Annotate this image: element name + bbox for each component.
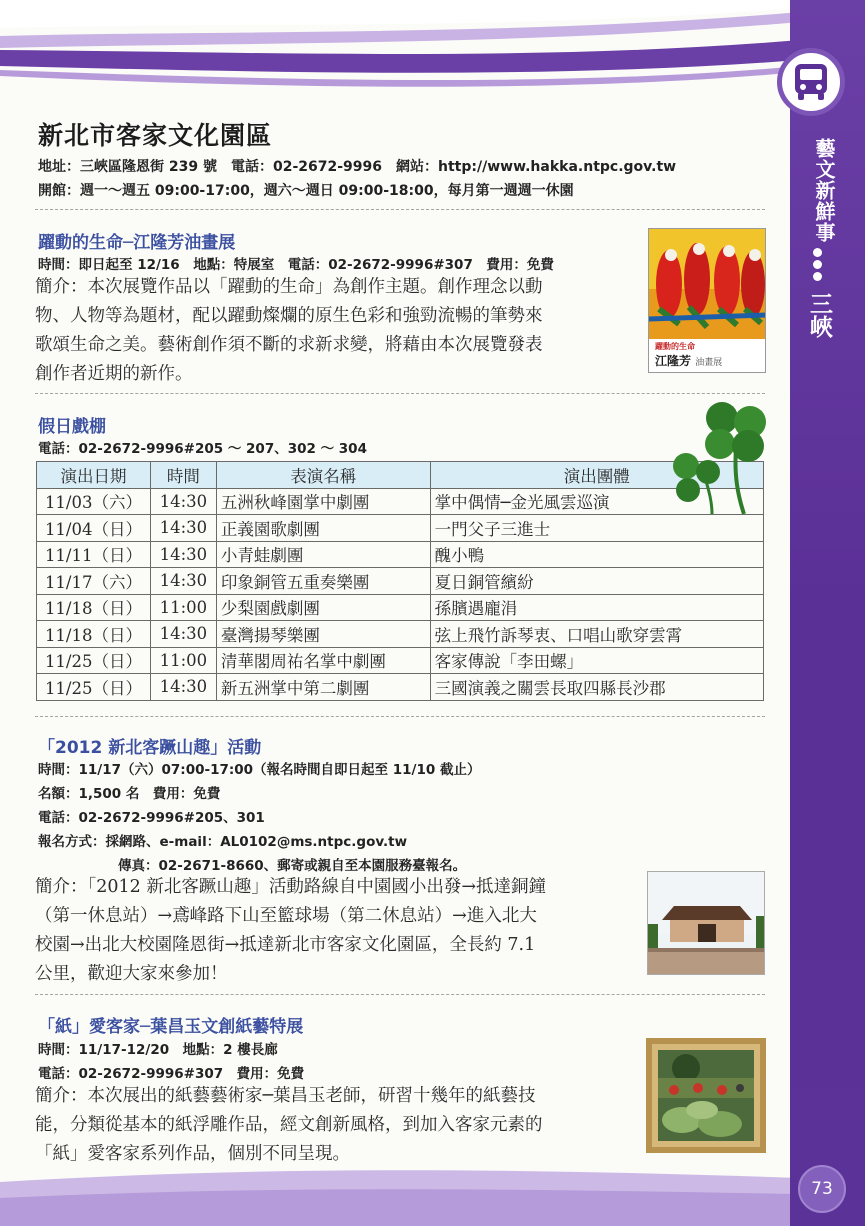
cell-group: 三國演義之關雲長取四縣長沙郡 — [430, 674, 763, 701]
poster-subtitle: 油畫展 — [695, 358, 723, 368]
description-line: 創作者近期的新作。 — [35, 364, 193, 384]
column-header-time: 時間 — [150, 462, 216, 489]
poster-artist-name: 江隆芳 — [655, 354, 692, 368]
hiking-signup: 報名方式：採網路、e-mail：AL0102@ms.ntpc.gov.tw — [38, 834, 408, 850]
description-line: 「紙」愛客家系列作品，個別不同呈現。 — [35, 1144, 350, 1164]
paper-exhibit-description — [35, 1082, 638, 1169]
cell-group: 一門父子三進士 — [430, 515, 763, 542]
cell-time: 11:00 — [150, 647, 216, 674]
table-row — [37, 621, 764, 648]
cell-date: 11/25（日） — [37, 647, 151, 674]
opening-hours-line: 開館：週一～週五 09:00-17:00，週六～週日 09:00-18:00，每月第一週週一休園 — [38, 183, 574, 199]
description-line: 簡介：「2012 新北客蹶山趣」活動路線自中園國小出發→抵達銅鐘 — [35, 877, 547, 897]
clover-icon — [664, 396, 772, 518]
hiking-fax: 傳真：02-2671-8660、郵寄或親自至本園服務臺報名。 — [118, 858, 467, 874]
hiking-title: 「2012 新北客蹶山趣」活動 — [38, 738, 262, 758]
cell-name: 少梨園戲劇團 — [216, 594, 430, 621]
column-header-program: 表演名稱 — [216, 462, 430, 489]
table-row — [37, 594, 764, 621]
paper-exhibit-meta2: 電話：02-2672-9996#307 費用：免費 — [38, 1066, 305, 1082]
bus-icon — [792, 62, 830, 102]
gate-image — [648, 872, 765, 975]
paper-exhibit-title: 「紙」愛客家─葉昌玉文創紙藝特展 — [38, 1017, 304, 1037]
cell-date: 11/11（日） — [37, 541, 151, 568]
sidebar-dots — [804, 246, 830, 286]
cell-date: 11/04（日） — [37, 515, 151, 542]
description-line: 能，分類從基本的紙浮雕作品，經文創新風格，到加入客家元素的 — [35, 1115, 543, 1135]
page-number: 73 — [798, 1165, 846, 1213]
hiking-description — [35, 873, 638, 989]
column-header-date: 演出日期 — [37, 462, 151, 489]
cell-date: 11/17（六） — [37, 568, 151, 595]
table-row — [37, 568, 764, 595]
cell-time: 14:30 — [150, 515, 216, 542]
description-line: 簡介：本次展出的紙藝藝術家─葉昌玉老師，研習十幾年的紙藝技 — [35, 1086, 536, 1106]
description-line: 物、人物等為題材，配以躍動燦爛的原生色彩和強勁流暢的筆勢來 — [35, 306, 543, 326]
shows-phone: 電話：02-2672-9996#205 ～ 207、302 ～ 304 — [38, 441, 367, 457]
cell-time: 14:30 — [150, 621, 216, 648]
cell-name: 印象銅管五重奏樂團 — [216, 568, 430, 595]
bottom-swoosh-decoration — [0, 1164, 800, 1226]
description-line: 歌頌生命之美。藝術創作須不斷的求新求變，將藉由本次展覽發表 — [35, 335, 543, 355]
performance-table — [36, 461, 764, 701]
cell-name: 清華閣周祐名掌中劇團 — [216, 647, 430, 674]
hiking-time: 時間：11/17（六）07:00-17:00（報名時間自即日起至 11/10 截止） — [38, 762, 481, 778]
description-line: 校園→出北大校園隆恩街→抵達新北市客家文化園區，全長約 7.1 — [35, 935, 536, 955]
poster-artist — [655, 352, 722, 369]
framed-paper-art-image — [646, 1038, 766, 1153]
divider — [35, 209, 765, 210]
description-line: 公里，歡迎大家來參加！ — [35, 964, 228, 984]
exhibit-description — [35, 273, 640, 389]
cell-group: 夏日銅管繽紛 — [430, 568, 763, 595]
cell-name: 小青蛙劇團 — [216, 541, 430, 568]
exhibition-poster — [648, 228, 766, 373]
divider — [35, 393, 765, 394]
address-line: 地址：三峽區隆恩街 239 號 電話：02-2672-9996 網站：http://www.hakka.ntpc.gov.tw — [38, 159, 677, 175]
cell-date: 11/25（日） — [37, 674, 151, 701]
hiking-quota: 名額：1,500 名 費用：免費 — [38, 786, 221, 802]
cell-date: 11/03（六） — [37, 488, 151, 515]
cell-group: 掌中偶情─金光風雲巡演 — [430, 488, 763, 515]
table-row — [37, 647, 764, 674]
clover-decoration — [664, 396, 772, 518]
exhibit-title: 躍動的生命─江隆芳油畫展 — [38, 233, 236, 253]
page-title: 新北市客家文化園區 — [38, 121, 273, 150]
cell-time: 14:30 — [150, 488, 216, 515]
bus-badge — [777, 48, 845, 116]
cell-name: 臺灣揚琴樂團 — [216, 621, 430, 648]
description-line: （第一休息站）→鳶峰路下山至籃球場（第二休息站）→進入北大 — [35, 906, 537, 926]
cell-time: 14:30 — [150, 541, 216, 568]
cell-name: 新五洲掌中第二劇團 — [216, 674, 430, 701]
paper-art-photo — [646, 1038, 766, 1153]
hiking-phone: 電話：02-2672-9996#205、301 — [38, 810, 265, 826]
divider — [35, 716, 765, 717]
cell-group: 醜小鴨 — [430, 541, 763, 568]
cell-group: 客家傳說「李田螺」 — [430, 647, 763, 674]
table-row — [37, 541, 764, 568]
cell-group: 孫臏遇龐涓 — [430, 594, 763, 621]
top-swoosh-decoration — [0, 0, 800, 110]
table-row — [37, 515, 764, 542]
cell-group: 弦上飛竹訴琴衷、口唱山歌穿雲霄 — [430, 621, 763, 648]
paper-exhibit-meta1: 時間：11/17-12/20 地點：2 樓長廊 — [38, 1042, 278, 1058]
table-row — [37, 674, 764, 701]
cell-name: 正義園歌劇團 — [216, 515, 430, 542]
divider — [35, 994, 765, 995]
cell-time: 14:30 — [150, 568, 216, 595]
park-gate-photo — [647, 871, 765, 975]
cell-date: 11/18（日） — [37, 621, 151, 648]
section-label: 藝文新鮮事 — [812, 138, 836, 243]
cell-date: 11/18（日） — [37, 594, 151, 621]
column-header-group: 演出團體 — [430, 462, 763, 489]
cell-time: 14:30 — [150, 674, 216, 701]
description-line: 簡介：本次展覽作品以「躍動的生命」為創作主題。創作理念以動 — [35, 277, 543, 297]
poster-title: 躍動的生命 — [655, 342, 695, 351]
shows-title: 假日戲棚 — [38, 417, 106, 437]
table-row — [37, 488, 764, 515]
table-header-row — [37, 462, 764, 489]
cell-name: 五洲秋峰園掌中劇團 — [216, 488, 430, 515]
exhibit-meta: 時間：即日起至 12/16 地點：特展室 電話：02-2672-9996#307 費用：免費 — [38, 257, 554, 273]
district-label: 三峽 — [806, 292, 832, 338]
cell-time: 11:00 — [150, 594, 216, 621]
parrot-painting-image — [649, 229, 766, 339]
